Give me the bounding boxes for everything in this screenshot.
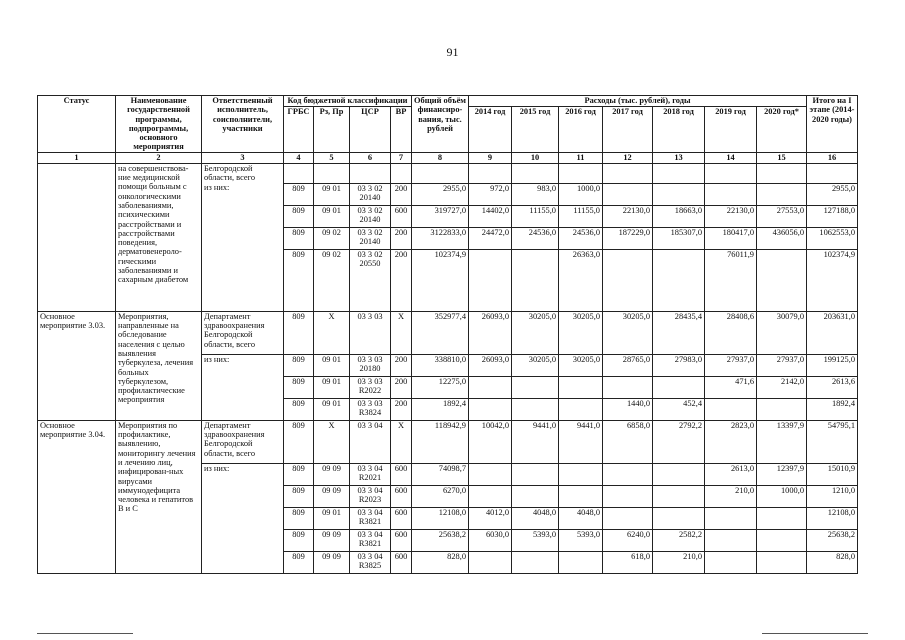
value-cell: 118942,9: [412, 420, 469, 463]
empty-cell: [559, 163, 603, 183]
code-cell: 809: [284, 249, 314, 311]
header-rz-pr: Рз, Пр: [314, 106, 350, 152]
code-cell: Х: [391, 420, 412, 463]
value-cell: 1210,0: [807, 485, 858, 507]
value-cell: 26093,0: [469, 311, 512, 354]
status-cell: Основное мероприятие 3.03.: [38, 311, 116, 420]
code-cell: 09 09: [314, 529, 350, 551]
value-cell: 2142,0: [757, 376, 807, 398]
value-cell: 180417,0: [705, 227, 757, 249]
code-cell: 600: [391, 463, 412, 485]
value-cell: [469, 249, 512, 311]
col-number: 12: [603, 152, 653, 163]
col-number: 8: [412, 152, 469, 163]
code-cell: 200: [391, 398, 412, 420]
value-cell: 102374,9: [807, 249, 858, 311]
value-cell: [603, 376, 653, 398]
header-row: [38, 96, 858, 107]
value-cell: 24472,0: [469, 227, 512, 249]
value-cell: [653, 463, 705, 485]
header-vr: ВР: [391, 106, 412, 152]
code-cell: 809: [284, 529, 314, 551]
value-cell: 1000,0: [559, 183, 603, 205]
value-cell: 203631,0: [807, 311, 858, 354]
code-cell: 200: [391, 249, 412, 311]
program-name-cell: Мероприятия по профилактике, выявлению, мониторингу лечения и лечению лиц, инфицирован-ных вирусами иммунодефицита человека и гепатитов В и С: [116, 420, 202, 573]
value-cell: [757, 249, 807, 311]
code-cell: 03 3 04 R2023: [350, 485, 391, 507]
code-cell: 09 09: [314, 485, 350, 507]
value-cell: 11155,0: [512, 205, 559, 227]
value-cell: 22130,0: [705, 205, 757, 227]
value-cell: [469, 463, 512, 485]
empty-cell: [512, 163, 559, 183]
value-cell: [705, 529, 757, 551]
value-cell: 12108,0: [807, 507, 858, 529]
footer-rule-right: [762, 633, 868, 634]
value-cell: 13397,9: [757, 420, 807, 463]
col-number: 10: [512, 152, 559, 163]
code-cell: 09 02: [314, 227, 350, 249]
code-cell: 809: [284, 183, 314, 205]
code-cell: 200: [391, 376, 412, 398]
code-cell: 03 3 04 R3821: [350, 529, 391, 551]
value-cell: 185307,0: [653, 227, 705, 249]
col-number: 16: [807, 152, 858, 163]
code-cell: 09 01: [314, 354, 350, 376]
empty-cell: [705, 163, 757, 183]
value-cell: 436056,0: [757, 227, 807, 249]
value-cell: [559, 376, 603, 398]
value-cell: [705, 398, 757, 420]
value-cell: 4048,0: [512, 507, 559, 529]
executor-cell: из них:: [202, 354, 284, 420]
code-cell: 03 3 03 R3824: [350, 398, 391, 420]
code-cell: 809: [284, 463, 314, 485]
value-cell: [653, 249, 705, 311]
code-cell: 03 3 04 R2021: [350, 463, 391, 485]
value-cell: 210,0: [705, 485, 757, 507]
value-cell: [705, 507, 757, 529]
value-cell: 28765,0: [603, 354, 653, 376]
header-year: 2014 год: [469, 106, 512, 152]
code-cell: 09 01: [314, 398, 350, 420]
code-cell: 809: [284, 507, 314, 529]
value-cell: 9441,0: [512, 420, 559, 463]
code-cell: 809: [284, 485, 314, 507]
value-cell: [469, 551, 512, 573]
value-cell: 1892,4: [412, 398, 469, 420]
value-cell: [757, 398, 807, 420]
code-cell: 809: [284, 354, 314, 376]
value-cell: [757, 507, 807, 529]
header-expenses: Расходы (тыс. рублей), годы: [469, 96, 807, 107]
value-cell: 27983,0: [653, 354, 705, 376]
program-name-cell: на совершенствова-ние медицинской помощи больным с онкологическими заболеваниями, психическими расстройствами и расстройствами поведения, дерматовенероло-гическими заболеваниями и сахарным диабетом: [116, 163, 202, 311]
value-cell: 30205,0: [559, 354, 603, 376]
code-cell: 03 3 02 20140: [350, 205, 391, 227]
value-cell: 74098,7: [412, 463, 469, 485]
code-cell: 809: [284, 205, 314, 227]
value-cell: 27937,0: [757, 354, 807, 376]
value-cell: 2613,6: [807, 376, 858, 398]
code-cell: 03 3 03 R2022: [350, 376, 391, 398]
code-cell: 600: [391, 205, 412, 227]
value-cell: 30205,0: [559, 311, 603, 354]
code-cell: 09 09: [314, 463, 350, 485]
code-cell: 09 02: [314, 249, 350, 311]
executor-cell: Департамент здравоохранения Белгородской области, всего: [202, 420, 284, 463]
value-cell: [512, 551, 559, 573]
code-cell: 03 3 04: [350, 420, 391, 463]
value-cell: 25638,2: [412, 529, 469, 551]
value-cell: [512, 249, 559, 311]
value-cell: [603, 249, 653, 311]
value-cell: 6270,0: [412, 485, 469, 507]
col-number: 7: [391, 152, 412, 163]
header-year: 2018 год: [653, 106, 705, 152]
code-cell: 09 01: [314, 507, 350, 529]
value-cell: 2792,2: [653, 420, 705, 463]
code-cell: 09 01: [314, 205, 350, 227]
value-cell: 12275,0: [412, 376, 469, 398]
value-cell: 210,0: [653, 551, 705, 573]
code-cell: Х: [314, 311, 350, 354]
header-year: 2020 год*: [757, 106, 807, 152]
empty-cell: [603, 163, 653, 183]
empty-cell: [757, 163, 807, 183]
value-cell: [559, 551, 603, 573]
code-cell: Х: [391, 311, 412, 354]
value-cell: 28408,6: [705, 311, 757, 354]
value-cell: 76011,9: [705, 249, 757, 311]
empty-cell: [350, 163, 391, 183]
code-cell: 03 3 03 20180: [350, 354, 391, 376]
value-cell: [603, 507, 653, 529]
value-cell: [603, 463, 653, 485]
value-cell: 352977,4: [412, 311, 469, 354]
value-cell: 28435,4: [653, 311, 705, 354]
value-cell: [603, 485, 653, 507]
value-cell: 102374,9: [412, 249, 469, 311]
code-cell: 200: [391, 183, 412, 205]
value-cell: 127188,0: [807, 205, 858, 227]
value-cell: 15010,9: [807, 463, 858, 485]
empty-cell: [314, 163, 350, 183]
value-cell: 26093,0: [469, 354, 512, 376]
code-cell: 03 3 02 20550: [350, 249, 391, 311]
header-budget-code: Код бюджетной классификации: [284, 96, 412, 107]
empty-cell: [412, 163, 469, 183]
value-cell: 972,0: [469, 183, 512, 205]
col-number: 11: [559, 152, 603, 163]
code-cell: 03 3 03: [350, 311, 391, 354]
value-cell: [705, 183, 757, 205]
value-cell: 14402,0: [469, 205, 512, 227]
value-cell: 27937,0: [705, 354, 757, 376]
value-cell: 338810,0: [412, 354, 469, 376]
value-cell: 187229,0: [603, 227, 653, 249]
value-cell: 199125,0: [807, 354, 858, 376]
value-cell: 2582,2: [653, 529, 705, 551]
value-cell: [512, 398, 559, 420]
status-cell: [38, 163, 116, 311]
header-year: 2019 год: [705, 106, 757, 152]
empty-cell: [653, 163, 705, 183]
col-number: 14: [705, 152, 757, 163]
value-cell: 452,4: [653, 398, 705, 420]
value-cell: 6240,0: [603, 529, 653, 551]
value-cell: [603, 183, 653, 205]
code-cell: 600: [391, 485, 412, 507]
header-total-stage: Итого на I этапе (2014-2020 годы): [807, 96, 858, 153]
empty-cell: [807, 163, 858, 183]
value-cell: 30079,0: [757, 311, 807, 354]
column-numbers-row: [38, 152, 858, 163]
value-cell: 319727,0: [412, 205, 469, 227]
value-cell: 27553,0: [757, 205, 807, 227]
empty-cell: [284, 163, 314, 183]
value-cell: 828,0: [412, 551, 469, 573]
value-cell: 4048,0: [559, 507, 603, 529]
value-cell: [653, 183, 705, 205]
value-cell: 1000,0: [757, 485, 807, 507]
value-cell: 18663,0: [653, 205, 705, 227]
value-cell: 22130,0: [603, 205, 653, 227]
code-cell: 200: [391, 354, 412, 376]
code-cell: 09 09: [314, 551, 350, 573]
header-year: 2016 год: [559, 106, 603, 152]
executor-cell: из них:: [202, 463, 284, 573]
footer-rule-left: [37, 633, 133, 634]
value-cell: 25638,2: [807, 529, 858, 551]
code-cell: 809: [284, 551, 314, 573]
col-number: 4: [284, 152, 314, 163]
value-cell: 6858,0: [603, 420, 653, 463]
value-cell: [653, 507, 705, 529]
table-row: [38, 163, 858, 183]
code-cell: 809: [284, 311, 314, 354]
col-number: 6: [350, 152, 391, 163]
value-cell: [705, 551, 757, 573]
col-number: 5: [314, 152, 350, 163]
value-cell: 12397,9: [757, 463, 807, 485]
value-cell: 1062553,0: [807, 227, 858, 249]
value-cell: 9441,0: [559, 420, 603, 463]
value-cell: 4012,0: [469, 507, 512, 529]
header-total-volume: Общий объём финансиро-вания, тыс. рублей: [412, 96, 469, 153]
value-cell: 2823,0: [705, 420, 757, 463]
value-cell: 54795,1: [807, 420, 858, 463]
code-cell: 03 3 04 R3825: [350, 551, 391, 573]
executor-cell: Департамент здравоохранения Белгородской области, всего: [202, 311, 284, 354]
code-cell: 03 3 02 20140: [350, 183, 391, 205]
value-cell: [469, 485, 512, 507]
empty-cell: [391, 163, 412, 183]
value-cell: 1892,4: [807, 398, 858, 420]
value-cell: 26363,0: [559, 249, 603, 311]
value-cell: 30205,0: [512, 311, 559, 354]
value-cell: [512, 485, 559, 507]
value-cell: 12108,0: [412, 507, 469, 529]
value-cell: [512, 463, 559, 485]
header-year: 2017 год: [603, 106, 653, 152]
value-cell: [757, 551, 807, 573]
code-cell: 03 3 02 20140: [350, 227, 391, 249]
executor-cell: из них:: [202, 183, 284, 311]
code-cell: 809: [284, 376, 314, 398]
code-cell: 600: [391, 529, 412, 551]
code-cell: 09 01: [314, 183, 350, 205]
header-grbs: ГРБС: [284, 106, 314, 152]
code-cell: 200: [391, 227, 412, 249]
value-cell: [757, 183, 807, 205]
value-cell: 471,6: [705, 376, 757, 398]
value-cell: 618,0: [603, 551, 653, 573]
col-number: 15: [757, 152, 807, 163]
empty-cell: [469, 163, 512, 183]
budget-table: [37, 95, 858, 574]
value-cell: 5393,0: [512, 529, 559, 551]
value-cell: 24536,0: [512, 227, 559, 249]
code-cell: 809: [284, 420, 314, 463]
page-number: 91: [446, 45, 459, 59]
code-cell: 600: [391, 551, 412, 573]
code-cell: 809: [284, 227, 314, 249]
value-cell: [559, 463, 603, 485]
table-row-total: [38, 311, 858, 354]
value-cell: 11155,0: [559, 205, 603, 227]
col-number: 13: [653, 152, 705, 163]
header-name: Наименование государственной программы, подпрограммы, основного мероприятия: [116, 96, 202, 153]
value-cell: 983,0: [512, 183, 559, 205]
header-executor: Ответственный исполнитель, соисполнители, участники: [202, 96, 284, 153]
program-name-cell: Мероприятия, направленные на обследование населения с целью выявления туберкулеза, лечения больных туберкулезом, профилактические мероприятия: [116, 311, 202, 420]
table-row-total: [38, 420, 858, 463]
status-cell: Основное мероприятие 3.04.: [38, 420, 116, 573]
value-cell: [757, 529, 807, 551]
code-cell: 09 01: [314, 376, 350, 398]
value-cell: 30205,0: [603, 311, 653, 354]
value-cell: 3122833,0: [412, 227, 469, 249]
code-cell: Х: [314, 420, 350, 463]
value-cell: [512, 376, 559, 398]
code-cell: 809: [284, 398, 314, 420]
value-cell: 1440,0: [603, 398, 653, 420]
value-cell: 2613,0: [705, 463, 757, 485]
value-cell: 828,0: [807, 551, 858, 573]
header-status: Статус: [38, 96, 116, 153]
code-cell: 03 3 04 R3821: [350, 507, 391, 529]
value-cell: [469, 398, 512, 420]
value-cell: 5393,0: [559, 529, 603, 551]
executor-cell: Белгородской области, всего: [202, 163, 284, 183]
value-cell: [559, 485, 603, 507]
header-year: 2015 год: [512, 106, 559, 152]
code-cell: 600: [391, 507, 412, 529]
value-cell: 2955,0: [412, 183, 469, 205]
col-number: 1: [38, 152, 116, 163]
value-cell: [653, 376, 705, 398]
value-cell: [559, 398, 603, 420]
header-csr: ЦСР: [350, 106, 391, 152]
col-number: 3: [202, 152, 284, 163]
value-cell: [653, 485, 705, 507]
value-cell: 6030,0: [469, 529, 512, 551]
value-cell: [469, 376, 512, 398]
value-cell: 2955,0: [807, 183, 858, 205]
value-cell: 24536,0: [559, 227, 603, 249]
value-cell: 10042,0: [469, 420, 512, 463]
col-number: 9: [469, 152, 512, 163]
value-cell: 30205,0: [512, 354, 559, 376]
col-number: 2: [116, 152, 202, 163]
